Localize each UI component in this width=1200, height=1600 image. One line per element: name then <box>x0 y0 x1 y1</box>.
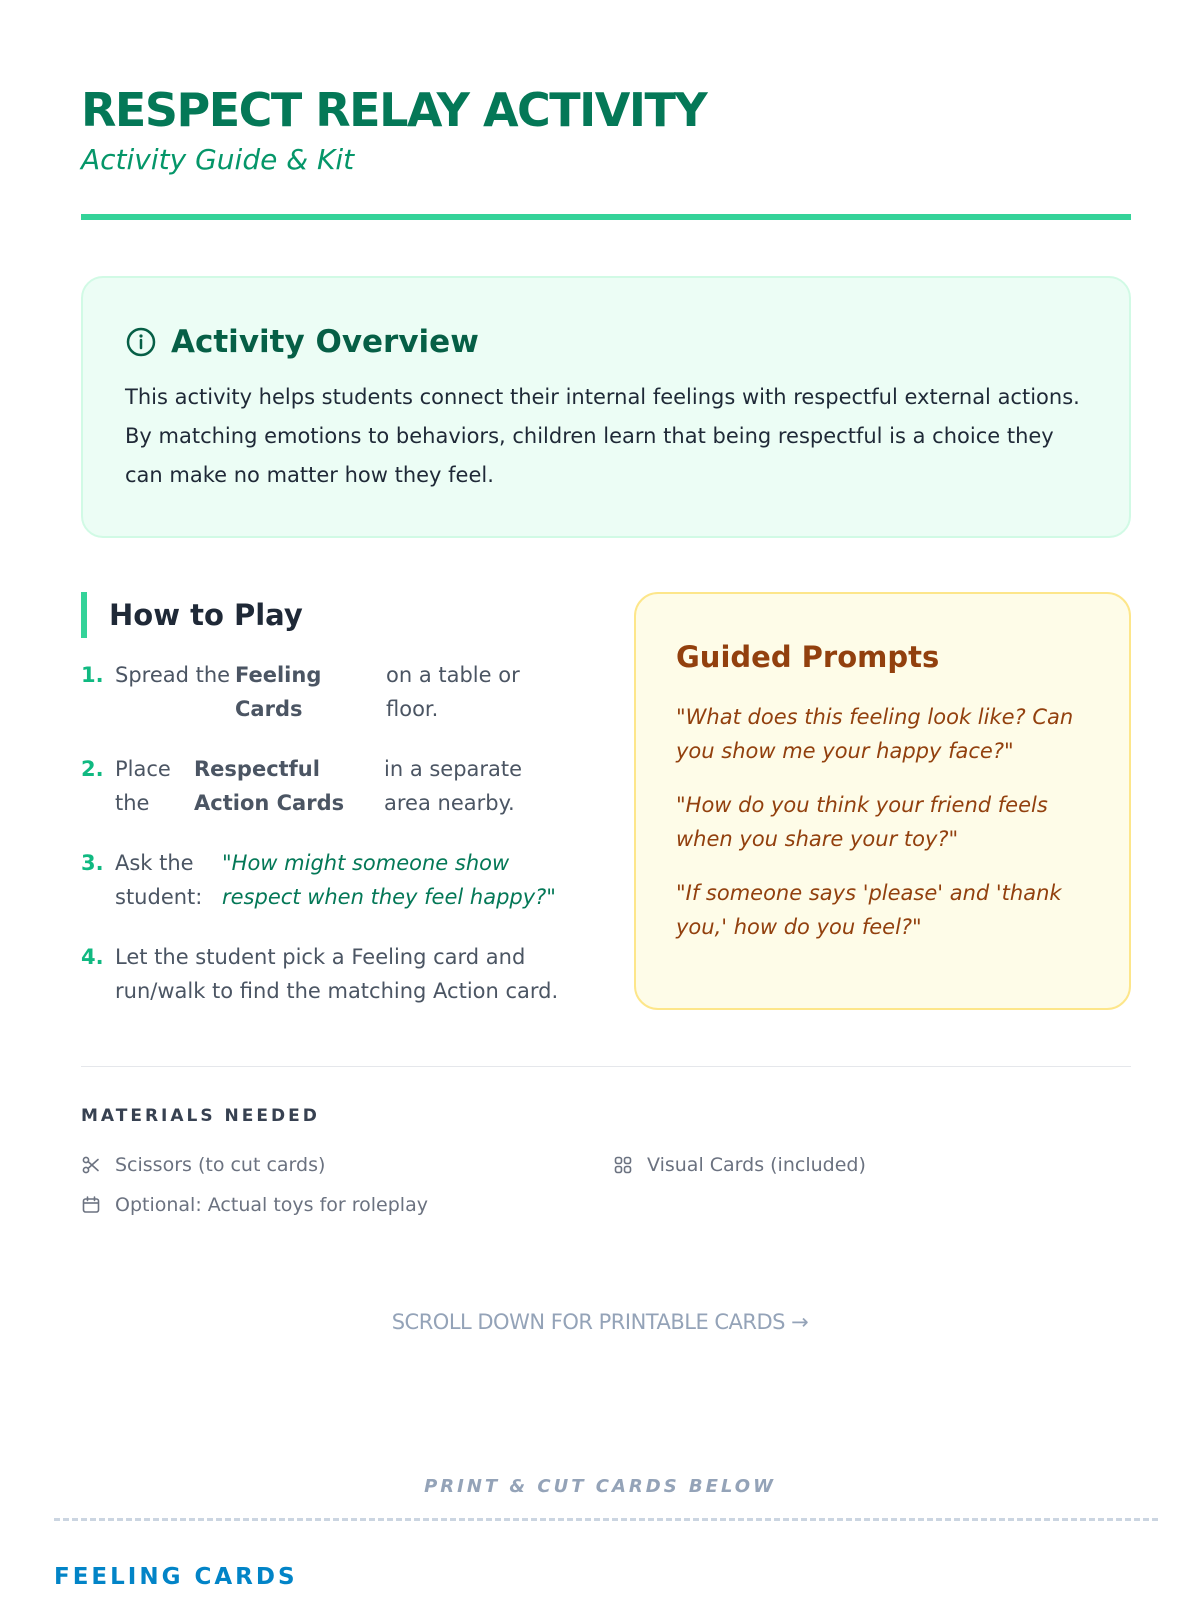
header-rule <box>81 214 1131 220</box>
materials-title: MATERIALS NEEDED <box>81 1106 320 1126</box>
materials-section <box>81 1106 1131 1218</box>
step-text: Place the <box>115 757 171 815</box>
activity-overview-card <box>81 276 1131 538</box>
step-number: 1. <box>81 663 104 687</box>
grid-icon <box>613 1155 633 1175</box>
guided-prompt: "What does this feeling look like? Can you show me your happy face?" <box>676 705 1074 763</box>
step-highlight: Feeling Cards <box>235 663 322 721</box>
print-cut-label: PRINT & CUT CARDS BELOW <box>424 1476 776 1497</box>
overview-heading <box>125 324 1087 360</box>
section-divider <box>81 1066 1131 1067</box>
page-subtitle: Activity Guide & Kit <box>81 143 355 176</box>
how-to-play-section <box>81 592 601 1034</box>
material-label: Visual Cards (included) <box>647 1154 866 1176</box>
page-title: RESPECT RELAY ACTIVITY <box>81 83 707 137</box>
material-label: Optional: Actual toys for roleplay <box>115 1194 428 1216</box>
step-item <box>81 940 601 1008</box>
step-number: 4. <box>81 945 104 969</box>
step-number: 3. <box>81 851 104 875</box>
step-text: on a table or floor. <box>386 663 520 721</box>
guided-prompts-card <box>634 592 1131 1010</box>
step-prompt: "How might someone show respect when they feel happy?" <box>222 851 556 909</box>
overview-title: Activity Overview <box>171 324 479 360</box>
materials-list <box>81 1152 1131 1218</box>
guided-prompt: "If someone says 'please' and 'thank you,' how do you feel?" <box>676 881 1062 939</box>
step-item <box>81 658 601 726</box>
material-label: Scissors (to cut cards) <box>115 1154 326 1176</box>
step-item <box>81 752 601 820</box>
scissors-icon <box>81 1155 101 1175</box>
material-item <box>81 1152 613 1178</box>
calendar-icon <box>81 1195 101 1215</box>
material-item <box>613 1152 1131 1178</box>
steps-list <box>81 658 601 1008</box>
step-text: in a separate area nearby. <box>384 757 523 815</box>
info-icon <box>125 326 157 358</box>
material-item <box>81 1192 613 1218</box>
page-header <box>81 82 1131 178</box>
guided-prompts-title: Guided Prompts <box>676 640 940 674</box>
step-highlight: Respectful Action Cards <box>194 757 345 815</box>
step-text: Let the student pick a Feeling card and run/walk to find the matching Action card. <box>115 945 559 1003</box>
step-text: Ask the student: <box>115 851 203 909</box>
cut-line <box>54 1518 1158 1521</box>
step-item <box>81 846 601 914</box>
feeling-cards-title: FEELING CARDS <box>54 1564 298 1590</box>
step-text: Spread the <box>115 663 231 687</box>
how-to-play-title: How to Play <box>81 592 601 638</box>
overview-text: This activity helps students connect their internal feelings with respectful external actions. By matching emotions to behaviors, children learn that being respectful is a choice they can make no matter how they feel. <box>125 385 1080 487</box>
step-number: 2. <box>81 757 104 781</box>
scroll-hint[interactable]: SCROLL DOWN FOR PRINTABLE CARDS → <box>391 1310 809 1334</box>
guided-prompt: "How do you think your friend feels when you share your toy?" <box>676 793 1048 851</box>
